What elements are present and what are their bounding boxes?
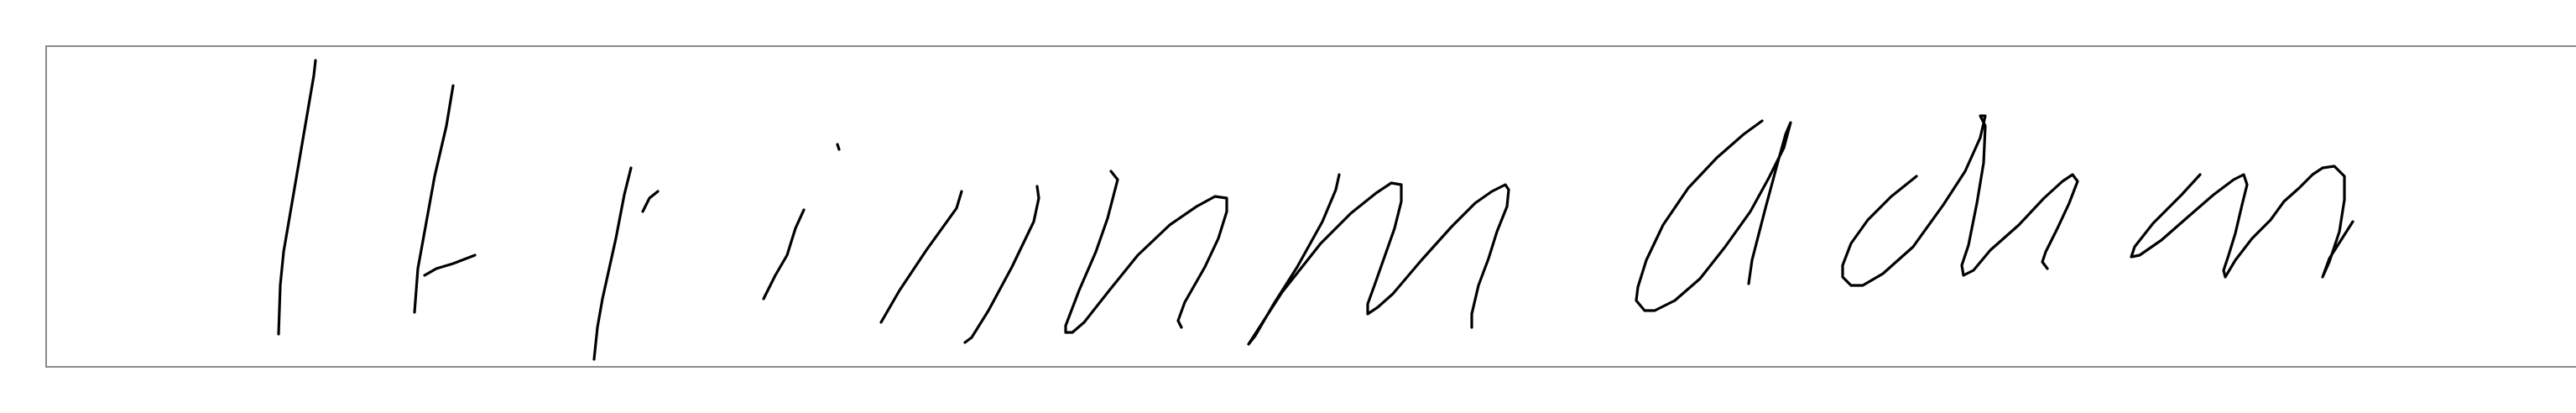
stroke-9 — [965, 186, 1039, 342]
stroke-13 — [1843, 116, 2078, 285]
stroke-2 — [415, 86, 453, 312]
stroke-10 — [1066, 171, 1227, 332]
stroke-5 — [643, 191, 658, 212]
stroke-1 — [279, 60, 315, 334]
stroke-12 — [1636, 121, 1791, 311]
stroke-6 — [837, 144, 839, 149]
stroke-7 — [764, 210, 804, 299]
stroke-8 — [881, 191, 962, 322]
stroke-14 — [2131, 166, 2353, 277]
stroke-4 — [594, 168, 631, 359]
stroke-3 — [425, 255, 475, 275]
stroke-11 — [1249, 175, 1509, 344]
